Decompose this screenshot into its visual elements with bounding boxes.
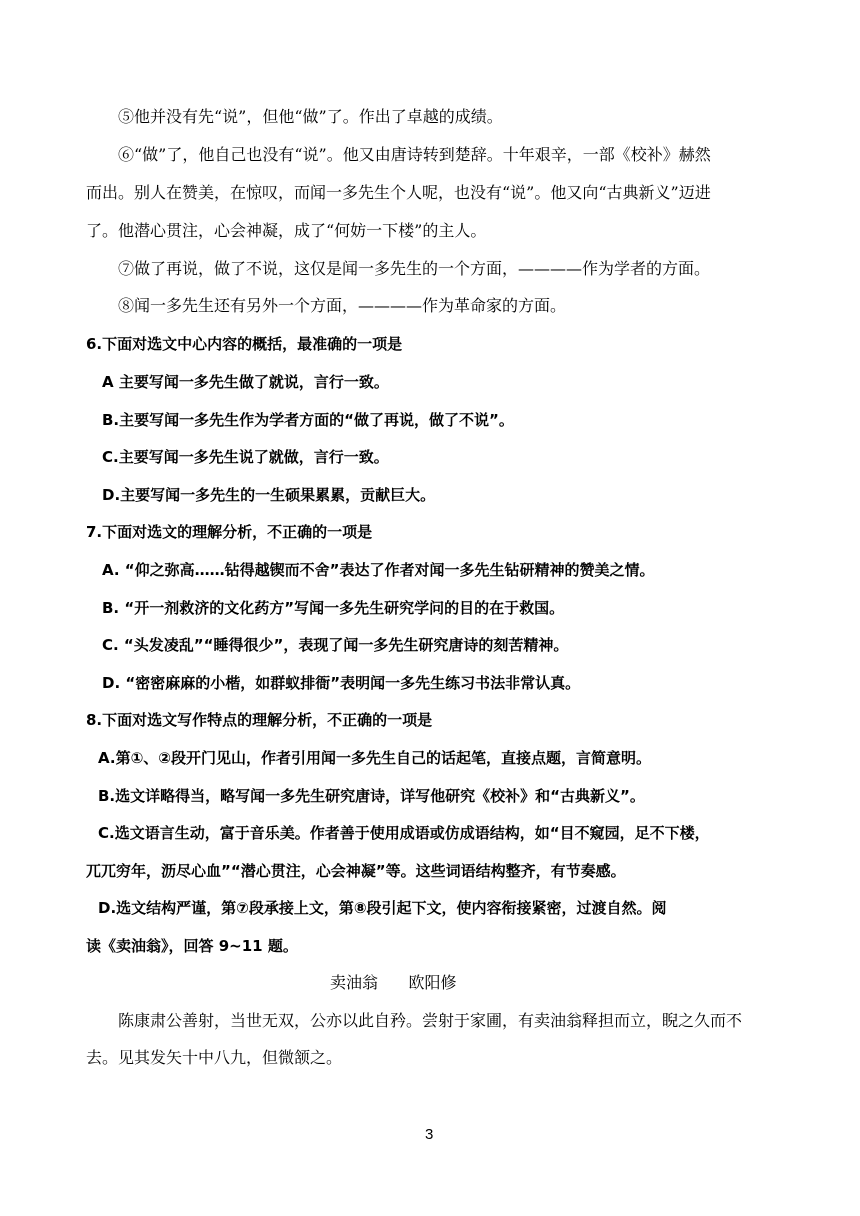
- question-8-option-d: D.选文结构严谨，第⑦段承接上文，第⑧段引起下文，使内容衔接紧密，过渡自然。阅: [98, 899, 667, 917]
- question-6-option-b: B.主要写闻一多先生作为学者方面的“做了再说，做了不说”。: [102, 411, 514, 429]
- question-6-stem: 6.下面对选文中心内容的概括，最准确的一项是: [86, 335, 403, 353]
- question-8-option-c-line-1: C.选文语言生动，富于音乐美。作者善于使用成语或仿成语结构，如“目不窥园，足不下楼，: [98, 824, 710, 842]
- passage-paragraph-6-line-1: ⑥“做”了，他自己也没有“说”。他又由唐诗转到楚辞。十年艰辛，一部《校补》赫然: [118, 145, 711, 164]
- question-6-option-d: D.主要写闻一多先生的一生硕果累累，贡献巨大。: [102, 486, 436, 504]
- question-7-stem: 7.下面对选文的理解分析，不正确的一项是: [86, 523, 373, 541]
- passage-paragraph-6-line-3: 了。他潜心贯注，心会神凝，成了“何妨一下楼”的主人。: [86, 221, 487, 240]
- question-8-option-b: B.选文详略得当，略写闻一多先生研究唐诗，详写他研究《校补》和“古典新义”。: [98, 787, 645, 805]
- reading-text-line-1: 陈康肃公善射，当世无双，公亦以此自矜。尝射于家圃，有卖油翁释担而立，睨之久而不: [118, 1011, 743, 1030]
- question-6-option-a: A 主要写闻一多先生做了就说，言行一致。: [102, 373, 389, 391]
- reading-instruction: 读《卖油翁》，回答 9~11 题。: [86, 937, 298, 955]
- question-7-option-d: D. “密密麻麻的小楷，如群蚁排衙”表明闻一多先生练习书法非常认真。: [102, 674, 581, 692]
- passage-paragraph-6-line-2: 而出。别人在赞美，在惊叹，而闻一多先生个人呢，也没有“说”。他又向“古典新义”迈进: [86, 183, 711, 202]
- reading-title: 卖油翁 欧阳修: [330, 973, 457, 992]
- passage-paragraph-7: ⑦做了再说，做了不说，这仅是闻一多先生的一个方面，————作为学者的方面。: [118, 259, 711, 278]
- question-8-option-c-line-2: 兀兀穷年，沥尽心血”“潜心贯注，心会神凝”等。这些词语结构整齐，有节奏感。: [86, 862, 626, 880]
- reading-text-line-2: 去。见其发矢十中八九，但微颔之。: [86, 1048, 343, 1067]
- question-7-option-c: C. “头发凌乱”“睡得很少”，表现了闻一多先生研究唐诗的刻苦精神。: [102, 636, 569, 654]
- question-7-option-a: A. “仰之弥高……钻得越锲而不舍”表达了作者对闻一多先生钻研精神的赞美之情。: [102, 561, 655, 579]
- passage-paragraph-8: ⑧闻一多先生还有另外一个方面，————作为革命家的方面。: [118, 296, 567, 315]
- question-8-option-a: A.第①、②段开门见山，作者引用闻一多先生自己的话起笔，直接点题，言简意明。: [98, 749, 651, 767]
- question-6-option-c: C.主要写闻一多先生说了就做，言行一致。: [102, 448, 389, 466]
- passage-paragraph-5: ⑤他并没有先“说”，但他“做”了。作出了卓越的成绩。: [118, 107, 503, 126]
- page-number: 3: [425, 1126, 434, 1143]
- question-8-stem: 8.下面对选文写作特点的理解分析，不正确的一项是: [86, 711, 433, 729]
- question-7-option-b: B. “开一剂救济的文化药方”写闻一多先生研究学问的目的在于救国。: [102, 599, 565, 617]
